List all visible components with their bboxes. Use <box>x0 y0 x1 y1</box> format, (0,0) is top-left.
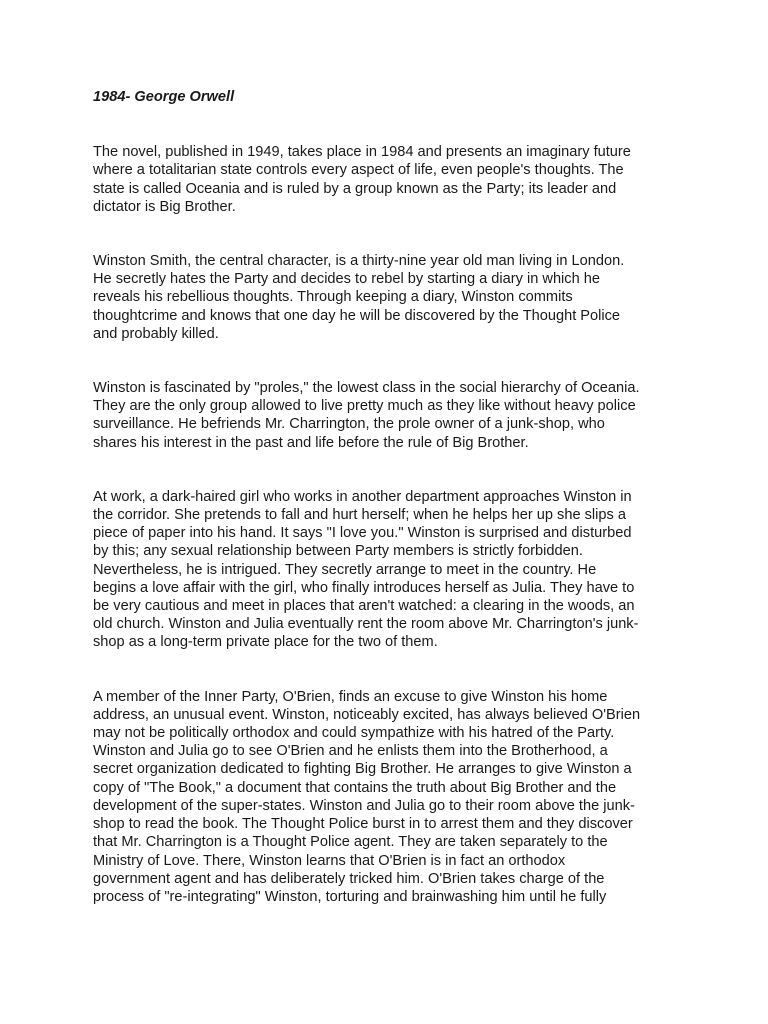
text-line: A member of the Inner Party, O'Brien, finds an excuse to give Winston his home <box>93 688 608 705</box>
text-line: that Mr. Charrington is a Thought Police agent. They are taken separately to the <box>93 834 608 851</box>
paragraph-2 <box>93 252 683 343</box>
text-line: Winston and Julia go to see O'Brien and he enlists them into the Brotherhood, a <box>93 743 608 760</box>
text-line: begins a love affair with the girl, who finally introduces herself as Julia. They have to <box>93 579 635 596</box>
text-line: thoughtcrime and knows that one day he will be discovered by the Thought Police <box>93 307 621 324</box>
text-line: Winston Smith, the central character, is a thirty-nine year old man living in London. <box>93 253 625 270</box>
text-line: development of the super-states. Winston and Julia go to their room above the junk- <box>93 797 635 814</box>
text-line: They are the only group allowed to live pretty much as they like without heavy police <box>93 398 636 415</box>
paragraph-5 <box>93 688 683 906</box>
text-line: be very cautious and meet in places that aren't watched: a clearing in the woods, an <box>93 598 635 615</box>
text-line: the corridor. She pretends to fall and hurt herself; when he helps her up she slips a <box>93 507 626 524</box>
text-line: surveillance. He befriends Mr. Charrington, the prole owner of a junk-shop, who <box>93 416 605 433</box>
text-line: shop as a long-term private place for the two of them. <box>93 634 438 651</box>
text-line: Nevertheless, he is intrigued. They secretly arrange to meet in the country. He <box>93 561 597 578</box>
document-title: 1984- George Orwell <box>93 89 235 105</box>
text-line: piece of paper into his hand. It says "I love you." Winston is surprised and disturbed <box>93 525 632 542</box>
text-line: shares his interest in the past and life before the rule of Big Brother. <box>93 434 529 451</box>
document-body <box>93 88 683 942</box>
paragraph-1 <box>93 143 683 216</box>
text-line: shop to read the book. The Thought Police burst in to arrest them and they discover <box>93 816 633 833</box>
text-line: copy of "The Book," a document that contains the truth about Big Brother and the <box>93 779 617 796</box>
text-line: and probably killed. <box>93 325 219 342</box>
text-line: dictator is Big Brother. <box>93 198 236 215</box>
text-line: secret organization dedicated to fighting Big Brother. He arranges to give Winston a <box>93 761 632 778</box>
paragraph-4 <box>93 488 683 652</box>
text-line: The novel, published in 1949, takes place in 1984 and presents an imaginary future <box>93 144 631 161</box>
text-line: He secretly hates the Party and decides to rebel by starting a diary in which he <box>93 271 600 288</box>
text-line: process of "re-integrating" Winston, torturing and brainwashing him until he fully <box>93 888 607 905</box>
text-line: government agent and has deliberately tricked him. O'Brien takes charge of the <box>93 870 605 887</box>
text-line: by this; any sexual relationship between Party members is strictly forbidden. <box>93 543 583 560</box>
text-line: state is called Oceania and is ruled by a group known as the Party; its leader and <box>93 180 617 197</box>
text-line: may not be politically orthodox and could sympathize with his hatred of the Party. <box>93 725 615 742</box>
text-line: address, an unusual event. Winston, noticeably excited, has always believed O'Brien <box>93 706 641 723</box>
text-line: reveals his rebellious thoughts. Through keeping a diary, Winston commits <box>93 289 573 306</box>
text-line: At work, a dark-haired girl who works in another department approaches Winston in <box>93 488 632 505</box>
paragraph-3 <box>93 379 683 452</box>
text-line: Winston is fascinated by "proles," the lowest class in the social hierarchy of Oceania. <box>93 380 640 397</box>
text-line: Ministry of Love. There, Winston learns that O'Brien is in fact an orthodox <box>93 852 566 869</box>
text-line: where a totalitarian state controls every aspect of life, even people's thoughts. The <box>93 162 624 179</box>
text-line: old church. Winston and Julia eventually rent the room above Mr. Charrington's junk- <box>93 616 639 633</box>
